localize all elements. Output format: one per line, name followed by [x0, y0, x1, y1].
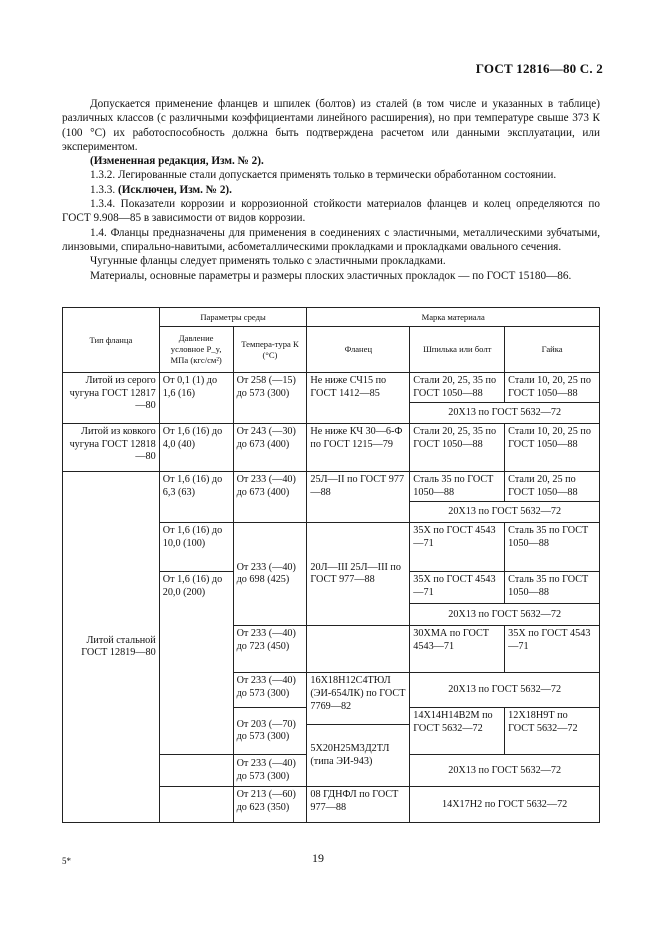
table-cell: Стали 20, 25, 35 по ГОСТ 1050—88 — [410, 424, 505, 472]
table-cell: От 258 (—15) до 573 (300) — [233, 373, 307, 424]
table-cell: 14Х17Н2 по ГОСТ 5632—72 — [410, 787, 600, 823]
paragraph: Материалы, основные параметры и размеры плоских эластичных прокладок — по ГОСТ 15180—86. — [90, 269, 572, 282]
paragraph: 1.3.2. Легированные стали допускается применять только в термически обработанном состоянии. — [90, 169, 557, 182]
materials-table — [62, 307, 600, 823]
table-cell: От 233 (—40) до 673 (400) — [233, 472, 307, 523]
header-temperature: Темпера-тура К (°С) — [233, 327, 307, 373]
table-cell: 20Х13 по ГОСТ 5632—72 — [410, 502, 600, 523]
table-cell: 20Х13 по ГОСТ 5632—72 — [410, 755, 600, 787]
body-text — [62, 97, 600, 283]
table-cell: Литой из серого чугуна ГОСТ 12817—80 — [63, 373, 160, 424]
table-cell: От 243 (—30) до 673 (400) — [233, 424, 307, 472]
table-cell: Не ниже СЧ15 по ГОСТ 1412—85 — [307, 373, 410, 424]
table-cell: 5Х20Н25М3Д2ТЛ (типа ЭИ-943) — [307, 725, 410, 787]
table-cell: 20Л—III 25Л—III по ГОСТ 977—88 — [307, 523, 410, 626]
paragraph: 1.3.4. Показатели коррозии и коррозионной стойкости материалов фланцев и колец определяются по ГОСТ 9.908—85 в зависимости от видов коррозии. — [62, 198, 600, 225]
header-pressure: Давление условное P_y, МПа (кгс/см²) — [159, 327, 233, 373]
table-cell: Стали 20, 25 по ГОСТ 1050—88 — [505, 472, 600, 502]
table-cell: Сталь 35 по ГОСТ 1050—88 — [505, 572, 600, 604]
table-cell: Не ниже КЧ 30—6-Ф по ГОСТ 1215—79 — [307, 424, 410, 472]
table-cell: Стали 20, 25, 35 по ГОСТ 1050—88 — [410, 373, 505, 403]
table-cell — [159, 787, 233, 823]
table-cell: От 1,6 (16) до 10,0 (100) — [159, 523, 233, 572]
table-cell: 30ХМА по ГОСТ 4543—71 — [410, 626, 505, 673]
table-cell: Литой стальной ГОСТ 12819—80 — [63, 472, 160, 823]
table-cell: 25Л—II по ГОСТ 977—88 — [307, 472, 410, 523]
table-cell: 35Х по ГОСТ 4543—71 — [505, 626, 600, 673]
amendment-note: (Исключен, Изм. № 2). — [117, 183, 232, 196]
table-cell: Сталь 35 по ГОСТ 1050—88 — [410, 472, 505, 502]
table-cell: От 233 (—40) до 723 (450) — [233, 626, 307, 673]
table-cell: 35Х по ГОСТ 4543—71 — [410, 572, 505, 604]
table-cell: Стали 10, 20, 25 по ГОСТ 1050—88 — [505, 373, 600, 403]
footer-mark: 5* — [62, 856, 71, 866]
table-cell: 20Х13 по ГОСТ 5632—72 — [410, 403, 600, 424]
table-cell: Литой из ковкого чугуна ГОСТ 12818—80 — [63, 424, 160, 472]
amendment-note: (Измененная редакция, Изм. № 2). — [90, 155, 264, 168]
header-stud: Шпилька или болт — [410, 327, 505, 373]
table-cell: От 0,1 (1) до 1,6 (16) — [159, 373, 233, 424]
running-header: ГОСТ 12816—80 С. 2 — [475, 61, 603, 76]
paragraph: 1.4. Фланцы предназначены для применения в соединениях с эластичными, металлическими зубчатыми, линзовыми, спирально-навитыми, асбометаллическими прокладками и прокладками овального сечения. — [62, 226, 600, 253]
table-cell: От 233 (—40) до 698 (425) — [233, 523, 307, 626]
header-nut: Гайка — [505, 327, 600, 373]
table-cell: 20Х13 по ГОСТ 5632—72 — [410, 604, 600, 626]
table-cell: 14Х14Н14В2М по ГОСТ 5632—72 — [410, 708, 505, 755]
table-cell: От 233 (—40) до 573 (300) — [233, 755, 307, 787]
table-cell: От 213 (—60) до 623 (350) — [233, 787, 307, 823]
paragraph — [62, 183, 600, 197]
table-cell: От 1,6 (16) до 6,3 (63) — [159, 472, 233, 523]
header-material: Марка материала — [307, 308, 600, 327]
header-params: Параметры среды — [159, 308, 307, 327]
header-flange: Фланец — [307, 327, 410, 373]
page-number: 19 — [312, 851, 324, 865]
table-cell: 12Х18Н9Т по ГОСТ 5632—72 — [505, 708, 600, 755]
table-cell: 35Х по ГОСТ 4543—71 — [410, 523, 505, 572]
table-cell — [159, 755, 233, 787]
table-cell: 08 ГДНФЛ по ГОСТ 977—88 — [307, 787, 410, 823]
paragraph: Чугунные фланцы следует применять только с эластичными прокладками. — [90, 255, 446, 268]
paragraph: Допускается применение фланцев и шпилек (болтов) из сталей (в том числе и указанных в таблице) различных классов (с различными коэффициентами линейного расширения), но при температуре свыше 373 К (100 °С) их работоспособность должна быть подтверждена расчетом или данными эксплуатации, или экспериментом. — [62, 98, 600, 153]
paragraph — [62, 154, 600, 168]
table-cell — [307, 626, 410, 673]
table-cell: От 203 (—70) до 573 (300) — [233, 708, 307, 755]
table-cell: От 1,6 (16) до 20,0 (200) — [159, 572, 233, 755]
table-cell: Стали 10, 20, 25 по ГОСТ 1050—88 — [505, 424, 600, 472]
clause-number: 1.3.3. — [90, 183, 116, 196]
table-cell: 20Х13 по ГОСТ 5632—72 — [410, 673, 600, 708]
table-cell: 16Х18Н12С4ТЮЛ (ЭИ-654ЛК) по ГОСТ 7769—82 — [307, 673, 410, 725]
header-flange-type: Тип фланца — [63, 308, 160, 373]
table-cell: От 233 (—40) до 573 (300) — [233, 673, 307, 708]
table-cell: От 1,6 (16) до 4,0 (40) — [159, 424, 233, 472]
table-cell: Сталь 35 по ГОСТ 1050—88 — [505, 523, 600, 572]
